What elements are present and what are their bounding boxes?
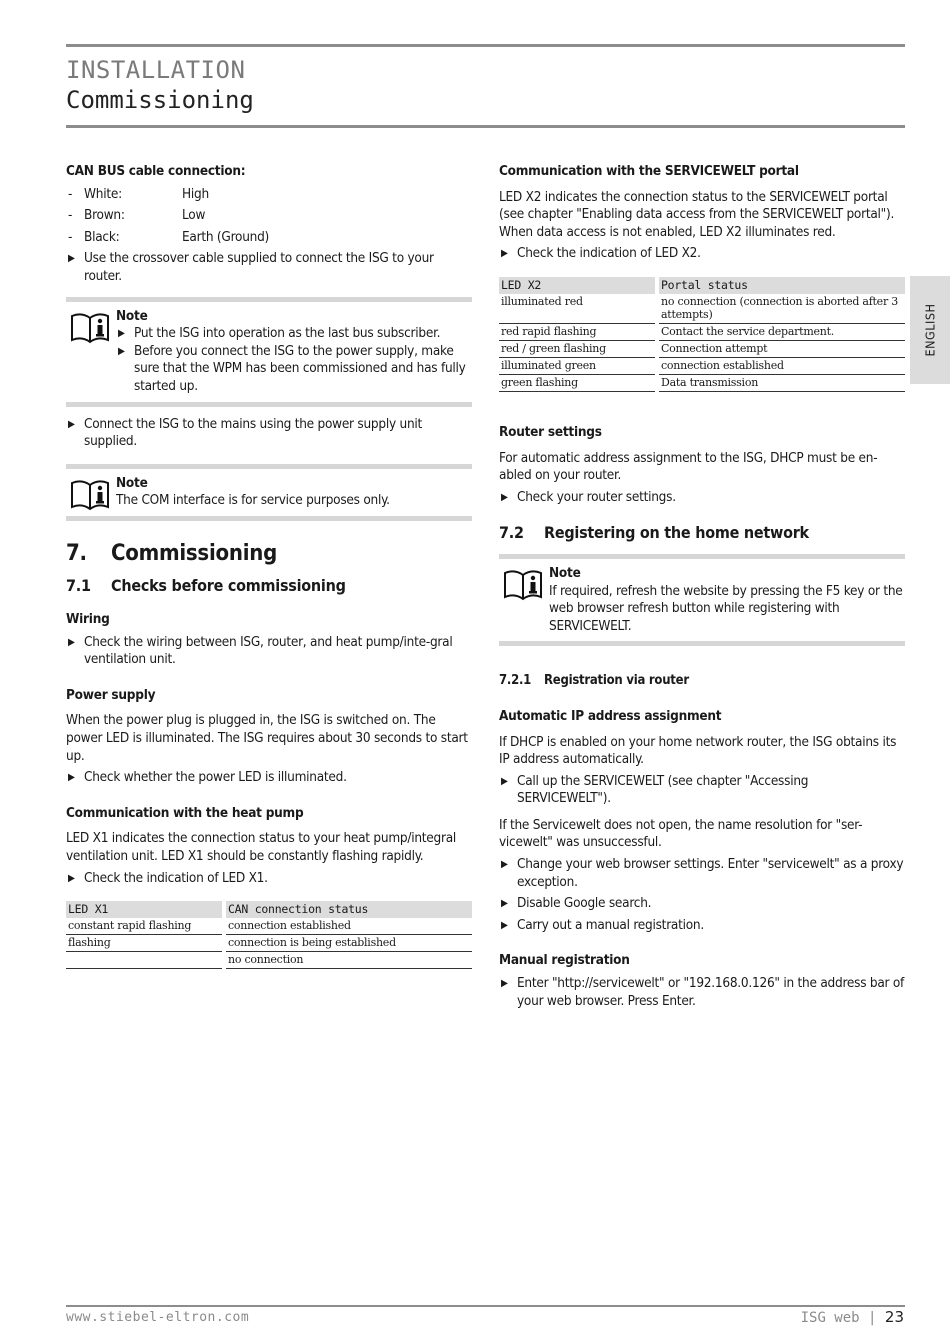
info-book-icon (503, 569, 543, 601)
auto-ip-heading: Automatic IP address assignment (499, 707, 722, 724)
right-column (499, 163, 905, 1010)
note-item: ▶ Put the ISG into operation as the last bus subscriber. (118, 325, 441, 342)
note-box-2 (66, 464, 472, 521)
info-book-icon (70, 312, 110, 344)
can-wire-item: - Brown: Low (68, 207, 206, 224)
note-title: Note (549, 564, 581, 581)
fail-step: ▶ Carry out a manual registration. (501, 916, 704, 933)
footer-product: ISG web (800, 1310, 860, 1326)
router-heading: Router settings (499, 423, 602, 440)
servicewelt-step: ▶ Check the indication of LED X2. (501, 245, 701, 262)
can-wire-item: - Black: Earth (Ground) (68, 228, 270, 245)
table-header: CAN connection status (226, 901, 472, 918)
table-row: flashing connection is being established (66, 935, 472, 952)
table-row: illuminated green connection established (499, 357, 905, 374)
crossover-step: ▶ Use the crossover cable supplied to connect the ISG to your router. (68, 250, 434, 284)
top-rule (66, 44, 905, 47)
section-heading: 7. Commissioning (66, 540, 277, 566)
note-title: Note (116, 307, 148, 324)
page-number: 23 (884, 1308, 904, 1326)
table-header: Portal status (659, 277, 905, 294)
servicewelt-heading: Communication with the SERVICEWELT portal (499, 163, 799, 179)
power-step: ▶ Check whether the power LED is illuminated. (68, 769, 347, 786)
mains-step: ▶ Connect the ISG to the mains using the power supply unit supplied. (68, 415, 423, 450)
subsection-heading: 7.1 Checks before commissioning (66, 575, 346, 595)
wiring-step: ▶ Check the wiring between ISG, router, and heat pump/inte-gral ventilation unit. (68, 633, 453, 668)
servicewelt-text: LED X2 indicates the connection status to the SERVICEWELT portal (see chapter "Enabling data access from the SERVICEWELT portal"). When data access is not enabled, LED X2 illuminates red. (499, 188, 895, 240)
note-title: Note (116, 474, 148, 491)
auto-ip-text: If DHCP is enabled on your home network router, the ISG obtains its IP address automatically. (499, 733, 897, 768)
led-x2-table (499, 277, 905, 392)
footer-url[interactable]: www.stiebel-eltron.com (66, 1310, 250, 1325)
auto-ip-step: ▶ Call up the SERVICEWELT (see chapter "Accessing SERVICEWELT"). (501, 772, 809, 807)
router-text: For automatic address assignment to the ISG, DHCP must be en-abled on your router. (499, 449, 878, 484)
table-header: LED X2 (499, 277, 655, 294)
note-box-3 (499, 554, 905, 646)
can-wire-list (66, 186, 472, 247)
subsection-heading: 7.2 Registering on the home network (499, 523, 809, 543)
subsubsection-heading: 7.2.1 Registration via router (499, 673, 689, 689)
fail-step: ▶ Disable Google search. (501, 895, 652, 912)
table-header: LED X1 (66, 901, 222, 918)
left-column (66, 163, 472, 969)
table-row: green flashing Data transmission (499, 374, 905, 391)
footer-page: ISG web | 23 (800, 1308, 904, 1326)
table-header-row (66, 901, 472, 918)
led-x1-table (66, 901, 472, 969)
table-row: constant rapid flashing connection established (66, 918, 472, 935)
wiring-heading: Wiring (66, 611, 110, 628)
header-bottom-rule (66, 125, 905, 128)
note-item: ▶ Before you connect the ISG to the power supply, make sure that the WPM has been commissioned and has fully started up. (118, 342, 466, 394)
comm-hp-text: LED X1 indicates the connection status to your heat pump/integral ventilation unit. LED X1 should be constantly flashing rapidly. (66, 830, 457, 865)
router-step: ▶ Check your router settings. (501, 488, 676, 505)
comm-hp-heading: Communication with the heat pump (66, 804, 304, 821)
language-tab (910, 276, 950, 384)
fail-step: ▶ Change your web browser settings. Enter "servicewelt" as a proxy exception. (501, 856, 904, 890)
power-heading: Power supply (66, 686, 156, 703)
note-box-1 (66, 297, 472, 407)
table-row: red / green flashing Connection attempt (499, 340, 905, 357)
fail-text: If the Servicewelt does not open, the name resolution for "ser-vicewelt" was unsuccessful. (499, 816, 863, 851)
table-row: no connection (66, 952, 472, 969)
footer-rule (66, 1305, 905, 1307)
info-book-icon (70, 479, 110, 511)
comm-hp-step: ▶ Check the indication of LED X1. (68, 869, 268, 886)
table-row: illuminated red no connection (connection is aborted after 3 attempts) (499, 294, 905, 324)
table-header-row (499, 277, 905, 294)
power-text: When the power plug is plugged in, the ISG is switched on. The power LED is illuminated. The ISG requires about 30 seconds to start up. (66, 712, 468, 764)
manual-heading: Manual registration (499, 952, 630, 969)
can-bus-heading: CAN BUS cable connection: (66, 163, 246, 179)
note-text: If required, refresh the website by pressing the F5 key or the web browser refresh button while registering with SERVICEWELT. (549, 582, 903, 634)
table-row: red rapid flashing Contact the service department. (499, 323, 905, 340)
language-label: ENGLISH (922, 303, 938, 357)
section-title: INSTALLATION (66, 56, 246, 84)
manual-step: ▶ Enter "http://servicewelt" or "192.168.0.126" in the address bar of your web browser. Press Enter. (501, 975, 905, 1009)
can-wire-item: - White: High (68, 185, 209, 202)
page-subtitle: Commissioning (66, 86, 254, 114)
note-text: The COM interface is for service purposes only. (116, 492, 390, 509)
